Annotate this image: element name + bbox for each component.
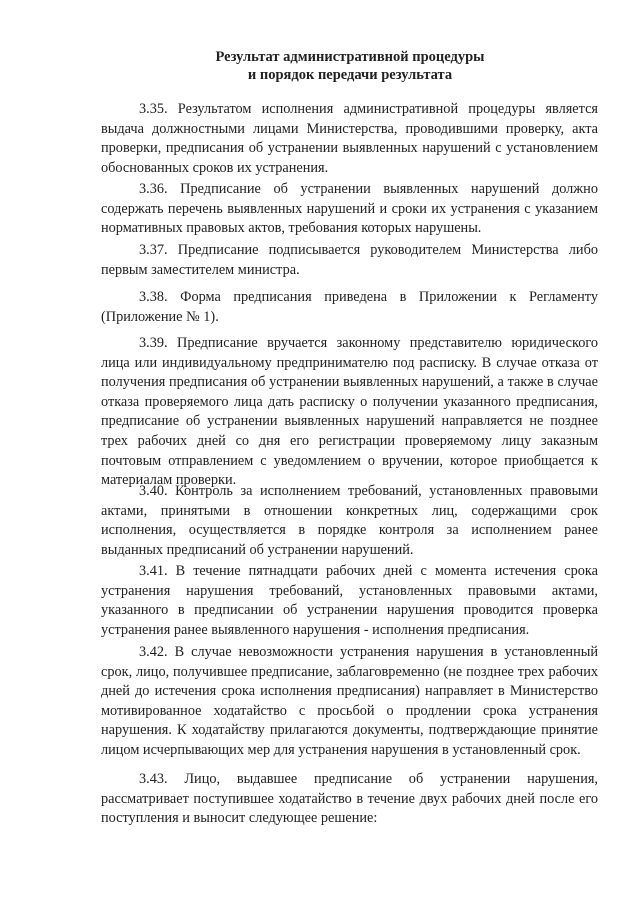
paragraph-3-43: 3.43. Лицо, выдавшее предписание об устранении нарушения, рассматривает поступившее ходатайство в течение двух рабочих дней после его поступления и выносит следующее решение: xyxy=(101,771,598,827)
section-heading-line-1: Результат административной процедуры xyxy=(215,49,485,65)
paragraph-3-37: 3.37. Предписание подписывается руководителем Министерства либо первым заместителем министра. xyxy=(101,242,598,278)
section-heading-line-2: и порядок передачи результата xyxy=(247,67,453,83)
paragraph-3-41: 3.41. В течение пятнадцати рабочих дней с момента истечения срока устранения нарушения требований, установленных правовыми актами, указанного в предписании об устранении нарушения проводится проверка устранения ранее выявленного нарушения - исполнения предписания. xyxy=(101,563,598,638)
paragraph-3-38: 3.38. Форма предписания приведена в Приложении к Регламенту (Приложение № 1). xyxy=(101,289,598,325)
paragraph-3-35: 3.35. Результатом исполнения административной процедуры является выдача должностными лицами Министерства, проводившими проверку, акта проверки, предписания об устранении выявленных нарушений с установлением обоснованных сроков их устранения. xyxy=(101,101,598,176)
paragraph-3-42: 3.42. В случае невозможности устранения нарушения в установленный срок, лицо, получившее предписание, заблаговременно (не позднее трех рабочих дней до истечения срока исполнения предписания) направляет в Министерство мотивированное ходатайство с просьбой о продлении срока устранения нарушения. К ходатайству прилагаются документы, подтверждающие принятие лицом исчерпывающих мер для устранения нарушения в установленный срок. xyxy=(101,644,598,758)
paragraph-3-40: 3.40. Контроль за исполнением требований, установленных правовыми актами, принятыми в отношении конкретных лиц, содержащими срок исполнения, осуществляется в порядке контроля за исполнением ранее выданных предписаний об устранении нарушений. xyxy=(101,483,598,558)
paragraph-3-39: 3.39. Предписание вручается законному представителю юридического лица или индивидуальному предпринимателю под расписку. В случае отказа от получения предписания об устранении выявленных нарушений, а также в случае отказа проверяемого лица дать расписку о получении указанного предписания, предписание об устранении выявленных нарушений направляется не позднее трех рабочих дней со дня его регистрации проверяемому лицу заказным почтовым отправлением с уведомлением о вручении, которое приобщается к материалам проверки. xyxy=(101,335,598,489)
paragraph-3-36: 3.36. Предписание об устранении выявленных нарушений должно содержать перечень выявленных нарушений и сроки их устранения с указанием нормативных правовых актов, требования которых нарушены. xyxy=(101,181,598,237)
